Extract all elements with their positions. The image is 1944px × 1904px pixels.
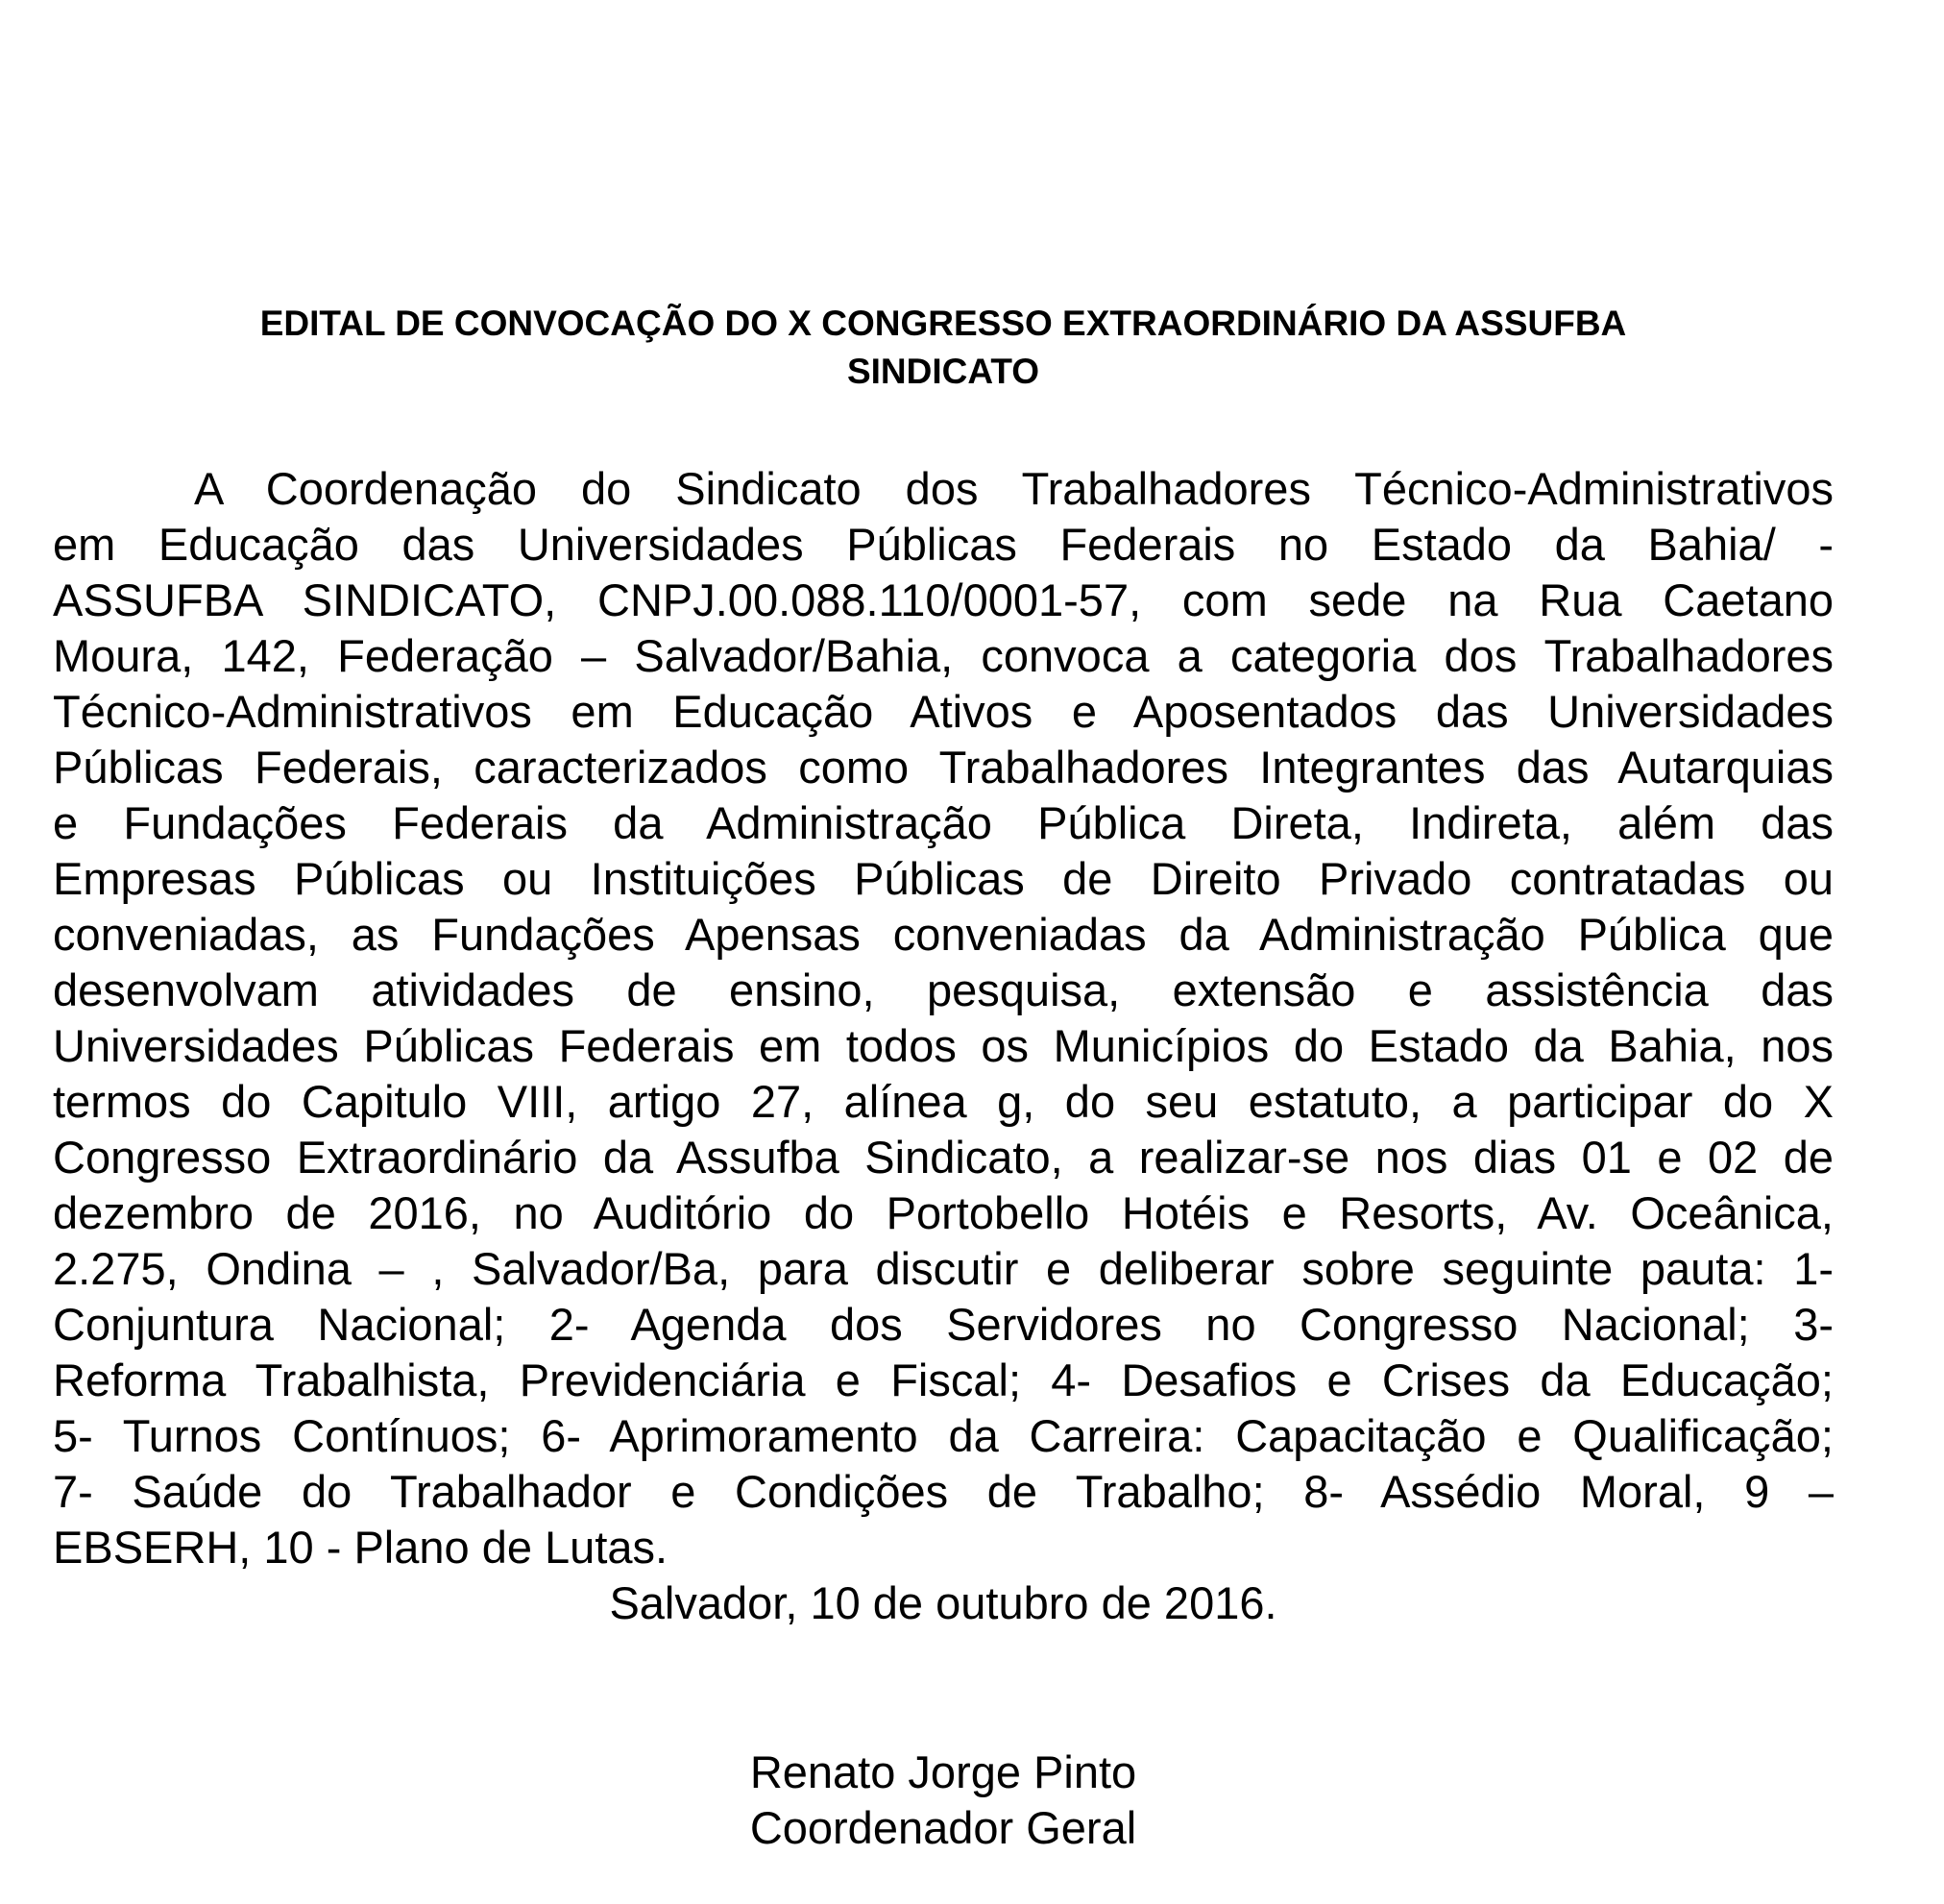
body-line: Congresso Extraordinário da Assufba Sindicato, a realizar-se nos dias 01 e 02 de (53, 1132, 1834, 1183)
body-line: EBSERH, 10 - Plano de Lutas. (53, 1522, 668, 1573)
body-line: Públicas Federais, caracterizados como Trabalhadores Integrantes das Autarquias (53, 742, 1834, 793)
body-line: em Educação das Universidades Públicas Federais no Estado da Bahia/ - (53, 519, 1834, 570)
document-body (53, 461, 1834, 1575)
document-title-line-1: EDITAL DE CONVOCAÇÃO DO X CONGRESSO EXTRAORDINÁRIO DA ASSUFBA (259, 304, 1627, 343)
body-line: dezembro de 2016, no Auditório do Portobello Hotéis e Resorts, Av. Oceânica, (53, 1187, 1834, 1238)
body-line: termos do Capitulo VIII, artigo 27, alínea g, do seu estatuto, a participar do X (53, 1076, 1834, 1127)
body-line: 2.275, Ondina – , Salvador/Ba, para discutir e deliberar sobre seguinte pauta: 1- (53, 1243, 1834, 1294)
body-line: Técnico-Administrativos em Educação Ativos e Aposentados das Universidades (53, 686, 1834, 737)
body-line: Reforma Trabalhista, Previdenciária e Fiscal; 4- Desafios e Crises da Educação; (53, 1355, 1834, 1405)
body-line: Universidades Públicas Federais em todos os Municípios do Estado da Bahia, nos (53, 1020, 1834, 1071)
body-line: 7- Saúde do Trabalhador e Condições de Trabalho; 8- Assédio Moral, 9 – (53, 1466, 1834, 1517)
body-line: A Coordenação do Sindicato dos Trabalhadores Técnico-Administrativos (194, 463, 1834, 514)
body-line: conveniadas, as Fundações Apensas conveniadas da Administração Pública que (53, 909, 1834, 960)
body-line: Moura, 142, Federação – Salvador/Bahia, convoca a categoria dos Trabalhadores (53, 630, 1834, 681)
date-line: Salvador, 10 de outubro de 2016. (609, 1577, 1277, 1628)
body-line: 5- Turnos Contínuos; 6- Aprimoramento da Carreira: Capacitação e Qualificação; (53, 1410, 1834, 1461)
document-title-line-2: SINDICATO (846, 352, 1040, 391)
body-line: ASSUFBA SINDICATO, CNPJ.00.088.110/0001-57, com sede na Rua Caetano (53, 574, 1834, 625)
signatory-role: Coordenador Geral (749, 1802, 1137, 1853)
body-line: Conjuntura Nacional; 2- Agenda dos Servidores no Congresso Nacional; 3- (53, 1299, 1834, 1350)
body-line: desenvolvam atividades de ensino, pesquisa, extensão e assistência das (53, 964, 1834, 1015)
body-line: Empresas Públicas ou Instituições Públicas de Direito Privado contratadas ou (53, 853, 1834, 904)
body-line: e Fundações Federais da Administração Pública Direta, Indireta, além das (53, 797, 1834, 848)
signatory-name: Renato Jorge Pinto (749, 1746, 1137, 1797)
